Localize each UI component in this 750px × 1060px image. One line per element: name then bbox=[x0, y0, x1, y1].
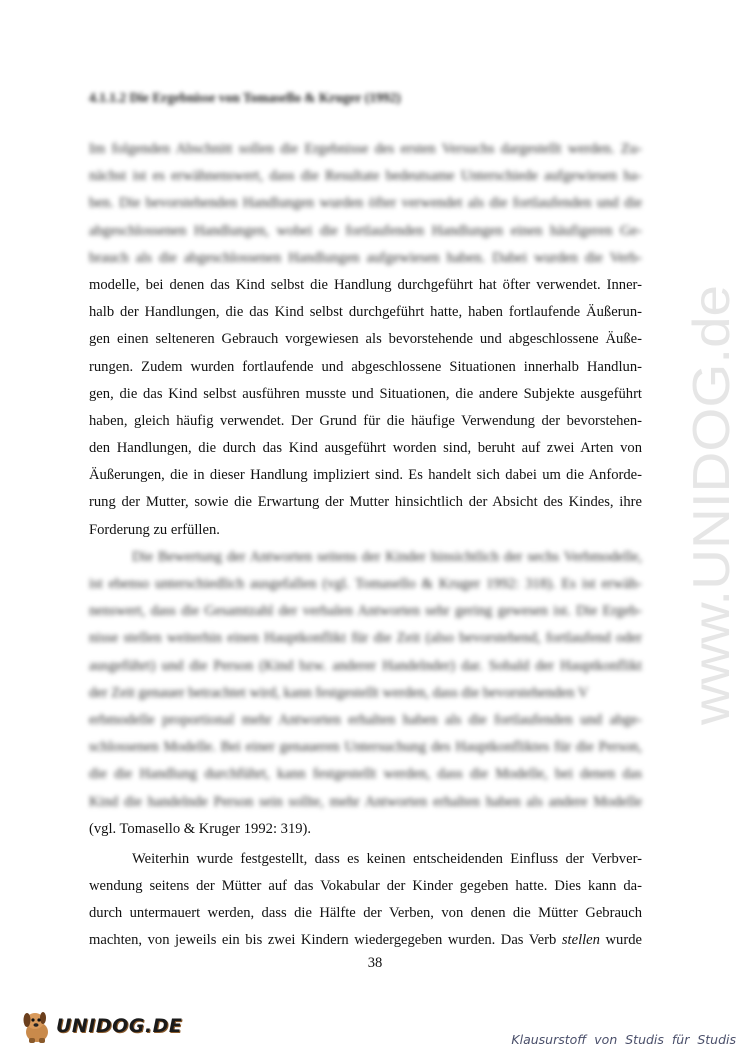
watermark-text: www.UNIDOG.de bbox=[683, 320, 741, 725]
text-line-blurred: ausgeführt) und die Person (Kind bzw. anderer Handelnder) dar. Sobald der Hauptkonflikt bbox=[89, 657, 642, 674]
page-number: 38 bbox=[367, 955, 383, 971]
section-heading: 4.1.1.2 Die Ergebnisse von Tomasello & Kruger (1992) bbox=[89, 90, 401, 105]
text-line-blurred: nenswert, dass die Gesamtzahl der verbalen Antworten sehr gering gewesen ist. Die Ergeb- bbox=[89, 603, 642, 620]
text-line: Forderung zu erfüllen. bbox=[89, 521, 220, 538]
text-line: gen einen selteneren Gebrauch vorgewiesen als bevorstehende und abgeschlossene Äuße- bbox=[89, 331, 642, 348]
text-line: durch untermauert werden, dass die Hälfte der Verben, von denen die Mütter Gebrauch bbox=[89, 905, 642, 922]
text-line-blurred: abgeschlossenen Handlungen, wobei die fortlaufenden Handlungen einen häufigeren Ge- bbox=[89, 222, 642, 239]
text-line: rung der Mutter, sowie die Erwartung der Mutter hinsichtlich der Absicht des Kindes, ihre bbox=[89, 494, 642, 511]
text-line-blurred: erbmodelle proportional mehr Antworten erhalten haben als die fortlaufenden und abge- bbox=[89, 711, 642, 728]
text-line-with-emphasis bbox=[89, 927, 642, 954]
text-line: rungen. Zudem wurden fortlaufende und abgeschlossene Situationen innerhalb Handlun- bbox=[89, 358, 642, 375]
text-line: Äußerungen, die in dieser Handlung impliziert sind. Es handelt sich dabei um die Anforde- bbox=[89, 467, 642, 484]
text-fragment: wurde bbox=[605, 932, 642, 949]
text-line: halb der Handlungen, die das Kind selbst durchgeführt hatte, haben fortlaufende Äußerun- bbox=[89, 304, 642, 321]
footer-slogan: Klausurstoff von Studis für Studis bbox=[511, 1032, 736, 1047]
text-line-blurred: der Zeit genauer betrachtet wird, kann festgestellt werden, dass die bevorstehenden V bbox=[89, 684, 589, 701]
text-line: Weiterhin wurde festgestellt, dass es keinen entscheidenden Einfluss der Verbver- bbox=[132, 850, 642, 867]
text-line-blurred: nisse stellen weiterhin einen Hauptkonflikt für die Zeit (also bevorstehend, fortlaufend oder bbox=[89, 630, 642, 647]
watermark bbox=[683, 280, 747, 730]
unidog-logo bbox=[20, 1008, 182, 1044]
text-line: modelle, bei denen das Kind selbst die Handlung durchgeführt hat öfter verwendet. Inner- bbox=[89, 276, 642, 293]
text-line: den Handlungen, die durch das Kind ausgeführt worden sind, beruht auf zwei Arten von bbox=[89, 440, 642, 457]
body-text bbox=[89, 136, 642, 955]
text-line-blurred: Die Bewertung der Antworten seitens der Kinder hinsichtlich der sechs Verbmodelle, bbox=[132, 548, 642, 565]
text-fragment: machten, von jeweils ein bis zwei Kindern wiedergegeben wurden. Das Verb bbox=[89, 932, 557, 949]
text-line: gen, die das Kind selbst ausführen musste und Situationen, die andere Subjekte ausgeführt bbox=[89, 385, 642, 402]
dog-mascot-icon bbox=[20, 1008, 54, 1044]
text-line: (vgl. Tomasello & Kruger 1992: 319). bbox=[89, 820, 312, 837]
logo-text: UNIDOG.DE bbox=[56, 1015, 183, 1037]
text-line: haben, gleich häufig verwendet. Der Grund für die häufige Verwendung der bevorstehen- bbox=[89, 412, 642, 429]
text-line-blurred: nächst ist es erwähnenswert, dass die Resultate bedeutsame Unterschiede aufgewiesen ha- bbox=[89, 168, 642, 185]
text-line-blurred: schlossenen Modelle. Bei einer genaueren Untersuchung des Hauptkonfliktes für die Person, bbox=[89, 739, 642, 756]
text-line-blurred: brauch als die abgeschlossenen Handlungen aufgewiesen haben. Dabei wurden die Verb- bbox=[89, 249, 642, 266]
text-line-blurred: ist ebenso unterschiedlich ausgefallen (vgl. Tomasello & Kruger 1992: 318). Es ist erwäh- bbox=[89, 576, 642, 592]
text-line-blurred: Im folgenden Abschnitt sollen die Ergebnisse des ersten Versuchs dargestellt werden. Zu- bbox=[89, 141, 642, 157]
emphasized-word: stellen bbox=[561, 932, 600, 949]
text-line-blurred: Kind die handelnde Person sein sollte, mehr Antworten erhalten haben als andere Modelle bbox=[89, 793, 642, 810]
text-line-blurred: die die Handlung durchführt, kann festgestellt werden, dass die Modelle, bei denen das bbox=[89, 766, 642, 783]
text-line-blurred: ben. Die bevorstehenden Handlungen wurden öfter verwendet als die fortlaufenden und die bbox=[89, 195, 642, 212]
text-line: wendung seitens der Mütter auf das Vokabular der Kinder gegeben hatte. Dies kann da- bbox=[89, 878, 642, 895]
